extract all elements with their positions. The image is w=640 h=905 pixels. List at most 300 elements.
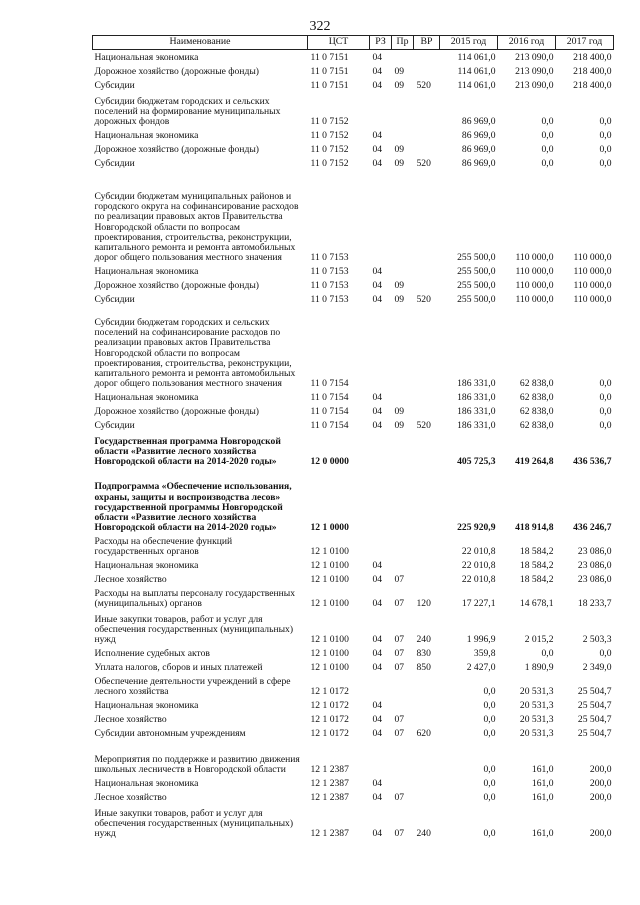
row-rz: 04	[372, 714, 383, 726]
row-vr	[414, 64, 440, 78]
row-name: Мероприятия по поддержке и развитию движения школьных лесничеств в Новгородской области	[94, 754, 300, 776]
row-2015: 0,0	[483, 778, 496, 790]
row-2017: 110 000,0	[573, 266, 612, 278]
row-vr	[414, 128, 440, 142]
row-name: Обеспечение деятельности учреждений в сфере лесного хозяйства	[94, 676, 291, 698]
row-cst: 12 1 0100	[310, 598, 349, 610]
row-name: Расходы на выплаты персоналу государственных (муниципальных) органов	[94, 588, 296, 610]
row-pr	[392, 390, 414, 404]
row-name: Национальная экономика	[94, 130, 199, 142]
table-row	[93, 660, 614, 674]
row-2015: 2 427,0	[466, 662, 496, 674]
row-2017: 25 504,7	[577, 686, 612, 698]
row-rz	[370, 170, 392, 264]
row-pr	[392, 128, 414, 142]
table-row	[93, 740, 614, 776]
row-pr: 07	[394, 714, 405, 726]
table-row	[93, 468, 614, 534]
table-row	[93, 404, 614, 418]
row-pr: 09	[394, 144, 405, 156]
table-row	[93, 432, 614, 468]
row-name: Национальная экономика	[94, 700, 199, 712]
row-2017: 200,0	[589, 778, 612, 790]
row-vr: 830	[416, 648, 431, 660]
table-row	[93, 674, 614, 698]
row-2016: 20 531,3	[519, 700, 554, 712]
row-rz	[370, 92, 392, 128]
row-vr	[414, 534, 440, 558]
row-cst: 11 0 7152	[310, 116, 349, 128]
row-cst: 12 1 2387	[310, 764, 349, 776]
row-name: Национальная экономика	[94, 266, 199, 278]
row-cst: 12 1 2387	[310, 828, 349, 840]
row-pr: 09	[394, 158, 405, 170]
row-2017: 0,0	[599, 392, 612, 404]
row-2017: 25 504,7	[577, 728, 612, 740]
row-2016: 0,0	[541, 648, 554, 660]
row-rz: 04	[372, 648, 383, 660]
row-cst: 12 1 0000	[310, 522, 349, 534]
row-name: Лесное хозяйство	[94, 792, 167, 804]
row-vr	[414, 390, 440, 404]
row-rz: 04	[372, 778, 383, 790]
table-row	[93, 156, 614, 170]
row-vr	[414, 674, 440, 698]
row-vr	[414, 264, 440, 278]
row-2016: 213 090,0	[515, 52, 554, 64]
row-2016: 161,0	[531, 828, 554, 840]
table-row	[93, 586, 614, 610]
table-row	[93, 142, 614, 156]
row-2016: 110 000,0	[515, 266, 554, 278]
row-name: Субсидии	[94, 80, 135, 92]
row-vr	[414, 50, 440, 64]
row-name: Расходы на обеспечение функций государственных органов	[94, 536, 233, 558]
row-name: Иные закупки товаров, работ и услуг для обеспечения государственных (муниципальных) нужд	[94, 807, 294, 840]
row-name: Государственная программа Новгородской области «Развитие лесного хозяйства Новгородской области на 2014-2020 годы»	[94, 435, 281, 468]
row-2015: 405 725,3	[457, 456, 496, 468]
row-2016: 0,0	[541, 130, 554, 142]
table-row	[93, 558, 614, 572]
row-vr: 520	[416, 158, 431, 170]
table-row	[93, 418, 614, 432]
row-name: Исполнение судебных актов	[94, 648, 210, 660]
row-2015: 0,0	[483, 764, 496, 776]
row-pr: 09	[394, 294, 405, 306]
row-pr	[392, 50, 414, 64]
row-rz: 04	[372, 158, 383, 170]
row-cst: 12 1 0172	[310, 728, 349, 740]
row-pr: 09	[394, 420, 405, 432]
row-rz: 04	[372, 560, 383, 572]
row-2017: 436 246,7	[573, 522, 612, 534]
row-2016: 213 090,0	[515, 80, 554, 92]
header-cst: ЦСТ	[308, 36, 370, 50]
table-row	[93, 92, 614, 128]
row-2017: 23 086,0	[577, 560, 612, 572]
row-cst: 11 0 7154	[310, 378, 349, 390]
table-row	[93, 64, 614, 78]
row-2016: 161,0	[531, 778, 554, 790]
page-number: 322	[309, 19, 331, 34]
row-vr	[414, 306, 440, 390]
table-row	[93, 698, 614, 712]
row-2017: 2 349,0	[582, 662, 612, 674]
row-2015: 255 500,0	[457, 294, 496, 306]
row-pr: 07	[394, 728, 405, 740]
table-row	[93, 804, 614, 840]
row-rz: 04	[372, 574, 383, 586]
row-pr: 09	[394, 280, 405, 292]
table-body	[93, 50, 614, 840]
row-name: Дорожное хозяйство (дорожные фонды)	[94, 280, 259, 292]
row-2015: 0,0	[483, 728, 496, 740]
row-2016: 1 890,9	[524, 662, 554, 674]
header-rz: РЗ	[370, 36, 392, 50]
row-2016: 2 015,2	[524, 634, 554, 646]
row-pr	[392, 674, 414, 698]
row-vr	[414, 92, 440, 128]
row-pr	[392, 432, 414, 468]
row-2016: 0,0	[541, 158, 554, 170]
row-cst: 11 0 7151	[310, 66, 349, 78]
row-rz: 04	[372, 598, 383, 610]
row-pr	[392, 170, 414, 264]
row-pr	[392, 698, 414, 712]
row-vr: 850	[416, 662, 431, 674]
row-2016: 20 531,3	[519, 728, 554, 740]
row-pr	[392, 558, 414, 572]
row-name: Субсидии автономным учреждениям	[94, 728, 246, 740]
row-2016: 18 584,2	[519, 574, 554, 586]
budget-table	[92, 35, 614, 840]
row-pr: 07	[394, 792, 405, 804]
row-2015: 186 331,0	[457, 420, 496, 432]
row-rz: 04	[372, 662, 383, 674]
row-rz	[370, 468, 392, 534]
row-name: Субсидии	[94, 158, 135, 170]
row-name: Субсидии	[94, 420, 135, 432]
row-name: Дорожное хозяйство (дорожные фонды)	[94, 406, 259, 418]
row-rz: 04	[372, 700, 383, 712]
row-2016: 213 090,0	[515, 66, 554, 78]
table-row	[93, 726, 614, 740]
row-2015: 225 920,9	[457, 522, 496, 534]
row-2017: 200,0	[589, 828, 612, 840]
row-rz: 04	[372, 144, 383, 156]
row-pr: 07	[394, 598, 405, 610]
row-2015: 0,0	[483, 700, 496, 712]
row-vr	[414, 790, 440, 804]
row-cst: 11 0 7154	[310, 420, 349, 432]
row-cst: 11 0 7152	[310, 130, 349, 142]
row-cst: 11 0 7153	[310, 266, 349, 278]
row-rz: 04	[372, 828, 383, 840]
row-pr	[392, 92, 414, 128]
row-2016: 18 584,2	[519, 546, 554, 558]
row-2015: 0,0	[483, 714, 496, 726]
table-row	[93, 50, 614, 64]
row-rz: 04	[372, 280, 383, 292]
row-pr	[392, 776, 414, 790]
row-2017: 110 000,0	[573, 294, 612, 306]
row-pr	[392, 534, 414, 558]
row-2015: 0,0	[483, 686, 496, 698]
row-rz: 04	[372, 66, 383, 78]
row-name: Уплата налогов, сборов и иных платежей	[94, 662, 263, 674]
row-pr	[392, 264, 414, 278]
row-cst: 12 1 0172	[310, 686, 349, 698]
header-2016: 2016 год	[498, 36, 556, 50]
row-pr	[392, 306, 414, 390]
row-2015: 86 969,0	[461, 144, 496, 156]
row-rz: 04	[372, 634, 383, 646]
row-pr: 07	[394, 648, 405, 660]
row-vr: 240	[416, 634, 431, 646]
table-row	[93, 776, 614, 790]
row-name: Иные закупки товаров, работ и услуг для обеспечения государственных (муниципальных) нужд	[94, 613, 294, 646]
row-2017: 436 536,7	[573, 456, 612, 468]
row-rz	[370, 674, 392, 698]
row-2016: 418 914,8	[515, 522, 554, 534]
table-row	[93, 610, 614, 646]
row-cst: 12 1 0172	[310, 700, 349, 712]
row-name: Дорожное хозяйство (дорожные фонды)	[94, 66, 259, 78]
row-2015: 359,8	[473, 648, 496, 660]
row-cst: 12 1 2387	[310, 792, 349, 804]
row-vr	[414, 404, 440, 418]
row-vr: 120	[416, 598, 431, 610]
row-2017: 110 000,0	[573, 280, 612, 292]
table-row	[93, 306, 614, 390]
row-name: Субсидии бюджетам муниципальных районов и городского округа на софинансирование расходов по реализации правовых актов Правительства Новгородской области по вопросам проектирования, строительства, реконструкции, капитального ремонта и ремонта автомобильных дорог общего пользования местного значения	[94, 191, 299, 264]
row-2017: 0,0	[599, 144, 612, 156]
row-2017: 0,0	[599, 378, 612, 390]
row-vr: 520	[416, 80, 431, 92]
row-vr	[414, 142, 440, 156]
row-cst: 12 1 0100	[310, 648, 349, 660]
row-2015: 86 969,0	[461, 130, 496, 142]
row-rz: 04	[372, 792, 383, 804]
row-vr	[414, 698, 440, 712]
row-vr	[414, 572, 440, 586]
row-pr: 09	[394, 80, 405, 92]
table-row	[93, 128, 614, 142]
row-pr: 09	[394, 406, 405, 418]
row-2017: 18 233,7	[577, 598, 612, 610]
row-2015: 0,0	[483, 792, 496, 804]
row-2015: 186 331,0	[457, 392, 496, 404]
row-2016: 110 000,0	[515, 252, 554, 264]
header-name: Наименование	[93, 36, 308, 50]
row-pr	[392, 468, 414, 534]
row-vr: 520	[416, 294, 431, 306]
row-2017: 200,0	[589, 764, 612, 776]
table-row	[93, 534, 614, 558]
header-2017: 2017 год	[556, 36, 614, 50]
row-pr	[392, 740, 414, 776]
row-cst: 12 1 0100	[310, 546, 349, 558]
row-pr: 07	[394, 634, 405, 646]
row-2017: 23 086,0	[577, 546, 612, 558]
row-name: Лесное хозяйство	[94, 714, 167, 726]
row-cst: 11 0 7154	[310, 406, 349, 418]
row-cst: 12 1 0100	[310, 560, 349, 572]
row-2017: 0,0	[599, 648, 612, 660]
row-rz	[370, 306, 392, 390]
row-rz: 04	[372, 392, 383, 404]
row-vr	[414, 278, 440, 292]
header-pr: Пр	[392, 36, 414, 50]
row-2015: 22 010,8	[461, 574, 496, 586]
row-2015: 1 996,9	[466, 634, 496, 646]
row-rz: 04	[372, 728, 383, 740]
row-vr	[414, 712, 440, 726]
row-pr: 07	[394, 662, 405, 674]
row-vr	[414, 558, 440, 572]
row-cst: 11 0 7152	[310, 144, 349, 156]
row-2016: 419 264,8	[515, 456, 554, 468]
row-2016: 62 838,0	[519, 392, 554, 404]
header-vr: ВР	[414, 36, 440, 50]
row-2017: 110 000,0	[573, 252, 612, 264]
row-cst: 12 1 0172	[310, 714, 349, 726]
row-2015: 114 061,0	[457, 52, 496, 64]
row-pr: 07	[394, 574, 405, 586]
row-name: Подпрограмма «Обеспечение использования, охраны, защиты и воспроизводства лесов» государственной программы Новгородской области «Развитие лесного хозяйства Новгородской области на 2014-2020 годы»	[94, 481, 292, 534]
row-name: Субсидии бюджетам городских и сельских поселений на формирование муниципальных дорожных фондов	[94, 95, 281, 128]
row-rz: 04	[372, 52, 383, 64]
table-row	[93, 278, 614, 292]
row-rz	[370, 740, 392, 776]
table-row	[93, 170, 614, 264]
row-cst: 11 0 7153	[310, 294, 349, 306]
row-2015: 114 061,0	[457, 66, 496, 78]
row-name: Национальная экономика	[94, 52, 199, 64]
row-cst: 11 0 7151	[310, 80, 349, 92]
row-name: Субсидии бюджетам городских и сельских поселений на софинансирование расходов по реализации правовых актов Правительства Новгородской области по вопросам проектирования, строительства, реконструкции, капитального ремонта и ремонта автомобильных дорог общего пользования местного значения	[94, 317, 296, 390]
row-name: Национальная экономика	[94, 392, 199, 404]
row-cst: 11 0 7153	[310, 252, 349, 264]
table-row	[93, 790, 614, 804]
table-row	[93, 572, 614, 586]
row-name: Национальная экономика	[94, 778, 199, 790]
row-2016: 62 838,0	[519, 378, 554, 390]
row-2017: 23 086,0	[577, 574, 612, 586]
row-cst: 11 0 7154	[310, 392, 349, 404]
row-rz: 04	[372, 294, 383, 306]
row-2016: 0,0	[541, 116, 554, 128]
row-2017: 25 504,7	[577, 714, 612, 726]
row-2017: 0,0	[599, 406, 612, 418]
row-2016: 14 678,1	[519, 598, 554, 610]
row-2015: 186 331,0	[457, 406, 496, 418]
row-name: Субсидии	[94, 294, 135, 306]
row-pr: 09	[394, 66, 405, 78]
row-vr: 520	[416, 420, 431, 432]
table-row	[93, 712, 614, 726]
row-cst: 12 0 0000	[310, 456, 349, 468]
table-header-row	[93, 36, 614, 50]
row-2016: 161,0	[531, 792, 554, 804]
row-cst: 12 1 0100	[310, 574, 349, 586]
row-cst: 12 1 2387	[310, 778, 349, 790]
row-2017: 0,0	[599, 420, 612, 432]
row-cst: 11 0 7151	[310, 52, 349, 64]
row-cst: 12 1 0100	[310, 662, 349, 674]
row-rz: 04	[372, 80, 383, 92]
row-2015: 255 500,0	[457, 266, 496, 278]
row-2017: 218 400,0	[573, 52, 612, 64]
row-2015: 86 969,0	[461, 116, 496, 128]
row-2017: 0,0	[599, 158, 612, 170]
row-2017: 25 504,7	[577, 700, 612, 712]
row-2015: 86 969,0	[461, 158, 496, 170]
table-row	[93, 264, 614, 278]
row-name: Лесное хозяйство	[94, 574, 167, 586]
row-2017: 0,0	[599, 116, 612, 128]
table-row	[93, 390, 614, 404]
header-2015: 2015 год	[440, 36, 498, 50]
row-2016: 20 531,3	[519, 714, 554, 726]
row-rz: 04	[372, 130, 383, 142]
row-rz	[370, 534, 392, 558]
row-2015: 255 500,0	[457, 280, 496, 292]
row-vr: 620	[416, 728, 431, 740]
table-row	[93, 292, 614, 306]
row-2016: 20 531,3	[519, 686, 554, 698]
row-2016: 0,0	[541, 144, 554, 156]
row-cst: 11 0 7153	[310, 280, 349, 292]
row-2017: 218 400,0	[573, 80, 612, 92]
row-2015: 22 010,8	[461, 560, 496, 572]
row-vr	[414, 776, 440, 790]
row-2016: 62 838,0	[519, 420, 554, 432]
row-cst: 12 1 0100	[310, 634, 349, 646]
row-2015: 22 010,8	[461, 546, 496, 558]
row-2016: 161,0	[531, 764, 554, 776]
row-cst: 11 0 7152	[310, 158, 349, 170]
row-2015: 0,0	[483, 828, 496, 840]
row-2017: 218 400,0	[573, 66, 612, 78]
row-rz: 04	[372, 266, 383, 278]
row-2016: 18 584,2	[519, 560, 554, 572]
row-vr	[414, 432, 440, 468]
row-2016: 110 000,0	[515, 294, 554, 306]
table-row	[93, 646, 614, 660]
row-name: Национальная экономика	[94, 560, 199, 572]
row-vr	[414, 740, 440, 776]
table-row	[93, 78, 614, 92]
row-vr	[414, 468, 440, 534]
row-vr: 240	[416, 828, 431, 840]
row-rz: 04	[372, 406, 383, 418]
row-name: Дорожное хозяйство (дорожные фонды)	[94, 144, 259, 156]
row-rz	[370, 432, 392, 468]
row-2015: 17 227,1	[461, 598, 496, 610]
row-vr	[414, 170, 440, 264]
row-2015: 255 500,0	[457, 252, 496, 264]
row-2016: 110 000,0	[515, 280, 554, 292]
row-2015: 114 061,0	[457, 80, 496, 92]
row-2015: 186 331,0	[457, 378, 496, 390]
row-2016: 62 838,0	[519, 406, 554, 418]
row-rz: 04	[372, 420, 383, 432]
row-2017: 200,0	[589, 792, 612, 804]
row-pr: 07	[394, 828, 405, 840]
row-2017: 0,0	[599, 130, 612, 142]
row-2017: 2 503,3	[582, 634, 612, 646]
